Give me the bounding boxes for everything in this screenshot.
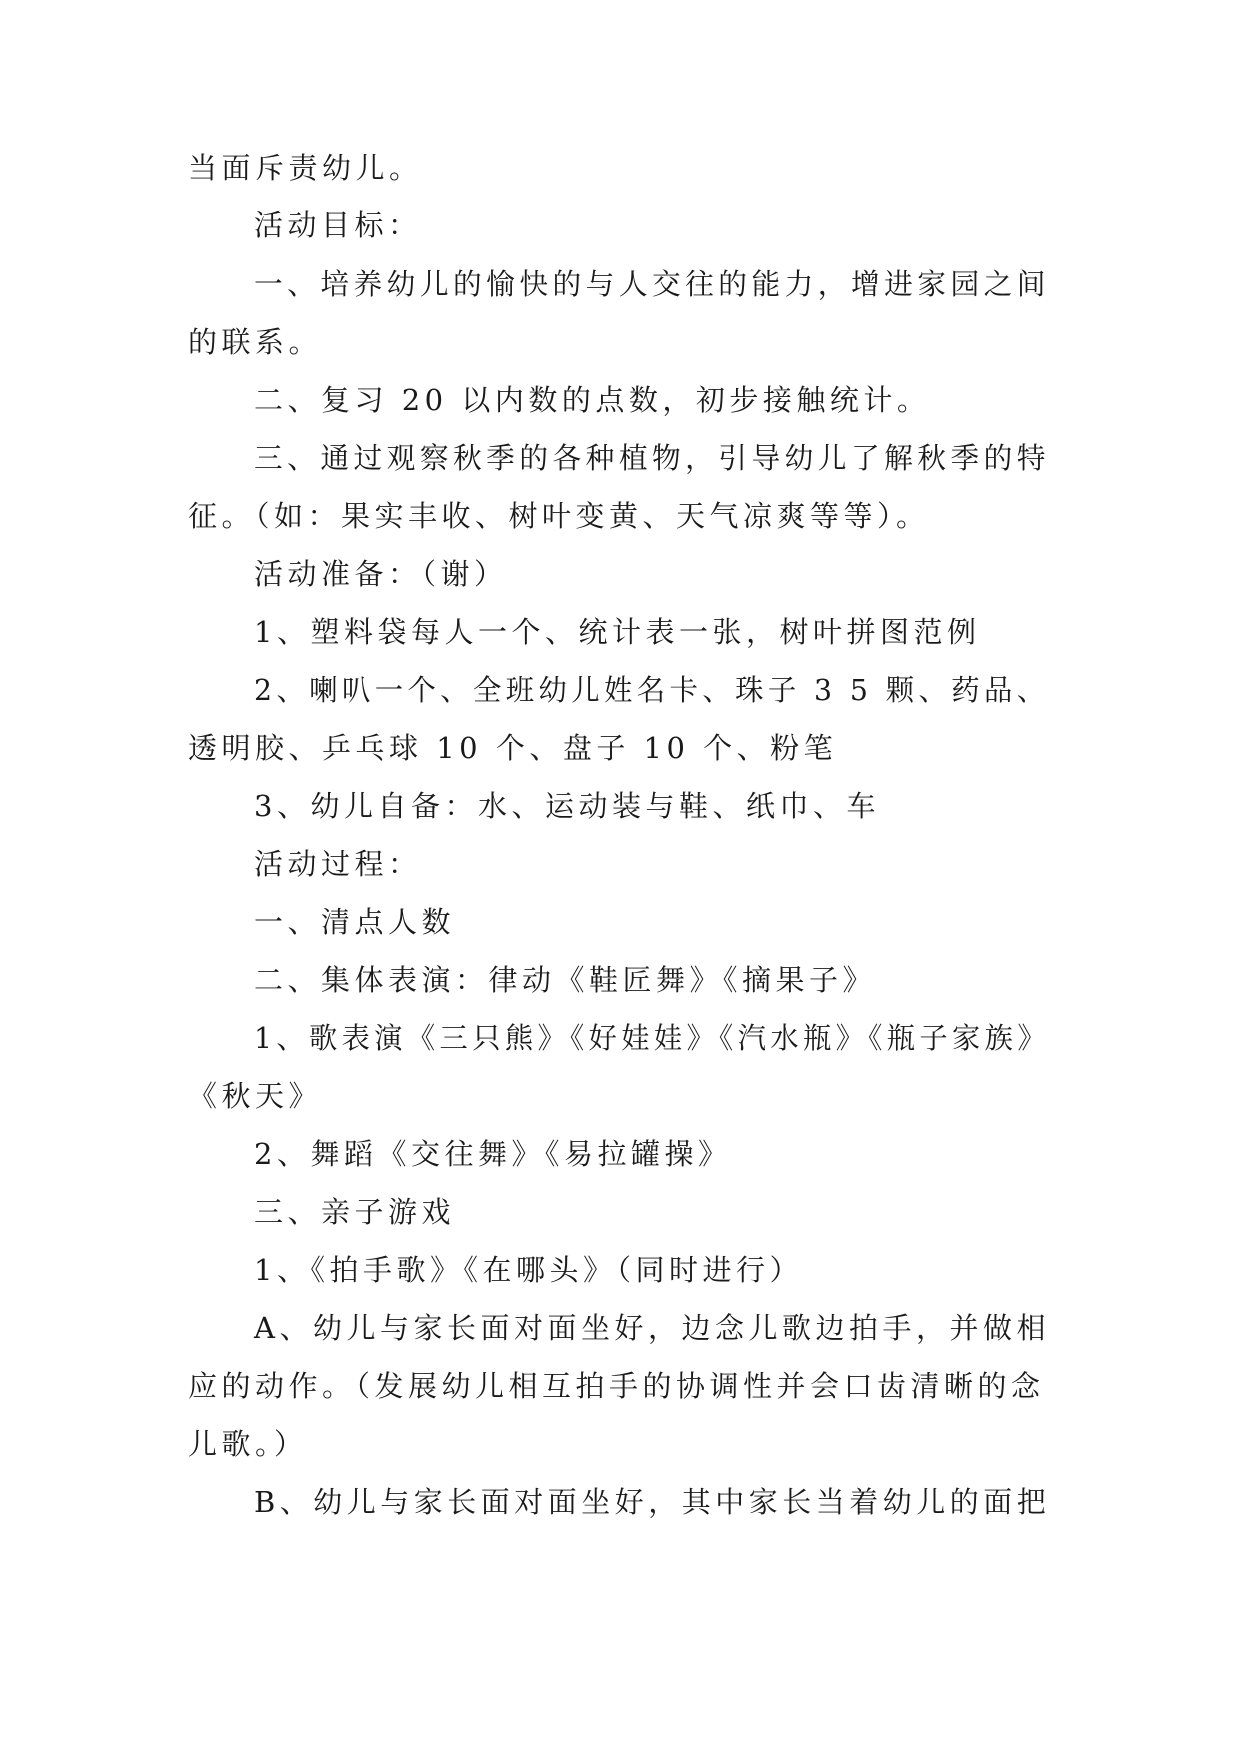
text-line: 3、幼儿自备：水、运动装与鞋、纸巾、车: [254, 789, 880, 823]
text-line: 应的动作。（发展幼儿相互拍手的协调性并会口齿清晰的念: [188, 1369, 1045, 1403]
text-line: 儿歌。）: [188, 1427, 308, 1461]
text-line: 1、歌表演《三只熊》《好娃娃》《汽水瓶》《瓶子家族》: [254, 1021, 1050, 1055]
section-heading: 活动准备：（谢）: [254, 557, 508, 591]
section-heading: 活动过程：: [254, 847, 422, 881]
text-line: 1、塑料袋每人一个、统计表一张，树叶拼图范例: [254, 615, 981, 649]
text-line: 1、《拍手歌》《在哪头》（同时进行）: [254, 1253, 803, 1287]
text-line: 当面斥责幼儿。: [188, 151, 423, 185]
text-line: 二、复习 20 以内数的点数，初步接触统计。: [254, 383, 931, 417]
text-line: 的联系。: [188, 325, 323, 359]
text-line: 一、培养幼儿的愉快的与人交往的能力，增进家园之间: [254, 267, 1050, 301]
section-heading: 活动目标：: [254, 208, 422, 242]
text-line: 2、喇叭一个、全班幼儿姓名卡、珠子 3 5 颗、药品、: [254, 673, 1050, 707]
text-line: 透明胶、乒乓球 10 个、盘子 10 个、粉笔: [188, 731, 838, 765]
text-line: A、幼儿与家长面对面坐好，边念儿歌边拍手，并做相: [254, 1311, 1050, 1345]
text-line: 三、通过观察秋季的各种植物，引导幼儿了解秋季的特: [254, 441, 1050, 475]
text-line: 三、亲子游戏: [254, 1195, 456, 1229]
text-line: 《秋天》: [188, 1079, 323, 1113]
text-line: 征。（如：果实丰收、树叶变黄、天气凉爽等等）。: [188, 499, 930, 533]
text-line: 一、清点人数: [254, 905, 456, 939]
text-line: B、幼儿与家长面对面坐好，其中家长当着幼儿的面把: [254, 1485, 1051, 1519]
text-line: 2、舞蹈《交往舞》《易拉罐操》: [254, 1137, 732, 1171]
text-line: 二、集体表演：律动《鞋匠舞》《摘果子》: [254, 963, 877, 997]
